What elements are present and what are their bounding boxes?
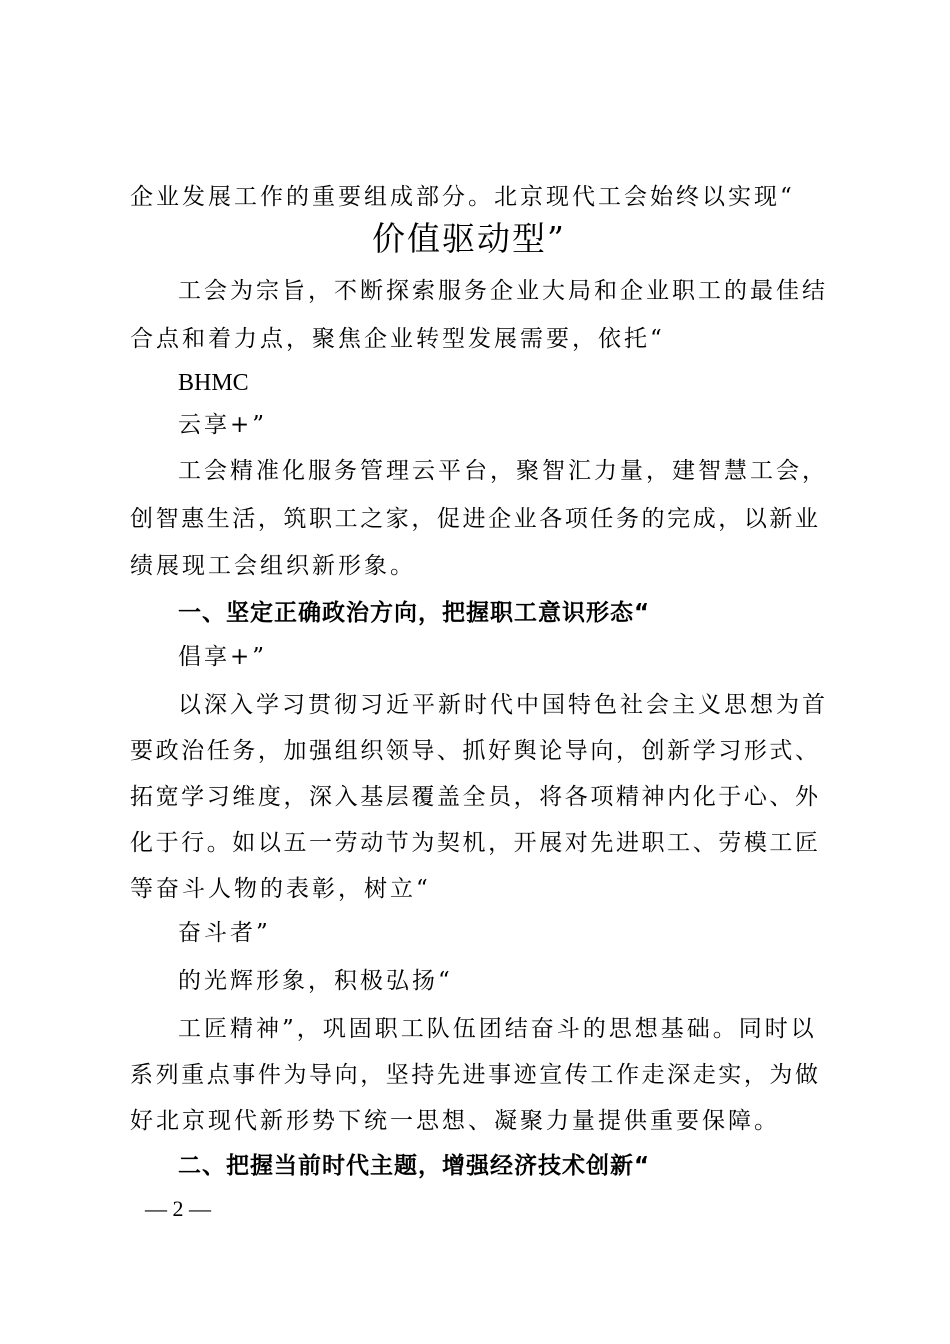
body-text-line: 创智惠生活，筑职工之家，促进企业各项任务的完成，以新业 — [130, 506, 818, 532]
body-text-line: 企业发展工作的重要组成部分。北京现代工会始终以实现“ — [130, 184, 795, 210]
body-text-line: 云享+” — [178, 412, 268, 438]
body-text-line: 绩展现工会组织新形象。 — [130, 553, 416, 579]
body-text-line: 等奋斗人物的表彰，树立“ — [130, 876, 431, 902]
body-text-line: 以深入学习贯彻习近平新时代中国特色社会主义思想为首 — [178, 692, 828, 718]
emphasized-phrase-line: 价值驱动型” — [372, 219, 566, 258]
body-text-line: 化于行。如以五一劳动节为契机，开展对先进职工、劳模工匠 — [130, 830, 818, 856]
section-heading: 二、把握当前时代主题，增强经济技术创新“ — [178, 1153, 651, 1179]
body-text-line: 的光辉形象，积极弘扬“ — [178, 968, 453, 994]
body-text-line: 奋斗者” — [178, 920, 271, 946]
body-text-line: 工匠精神”，巩固职工队伍团结奋斗的思想基础。同时以 — [178, 1016, 817, 1042]
body-text-line: 合点和着力点，聚焦企业转型发展需要，依托“ — [130, 326, 665, 352]
body-text-line: 拓宽学习维度，深入基层覆盖全员，将各项精神内化于心、外 — [130, 784, 818, 810]
page-number: — 2 — — [145, 1196, 211, 1221]
latin-text-line: BHMC — [178, 370, 249, 396]
body-text-line: 工会精准化服务管理云平台，聚智汇力量，建智慧工会， — [178, 458, 828, 484]
body-text-line: 系列重点事件为导向，坚持先进事迹宣传工作走深走实，为做 — [130, 1062, 818, 1088]
section-heading: 一、坚定正确政治方向，把握职工意识形态“ — [178, 600, 651, 626]
body-text-line: 工会为宗旨，不断探索服务企业大局和企业职工的最佳结 — [178, 278, 828, 304]
body-text-line: 要政治任务，加强组织领导、抓好舆论导向，创新学习形式、 — [130, 738, 818, 764]
body-text-line: 倡享+” — [178, 644, 268, 670]
body-text-line: 好北京现代新形势下统一思想、凝聚力量提供重要保障。 — [130, 1108, 780, 1134]
